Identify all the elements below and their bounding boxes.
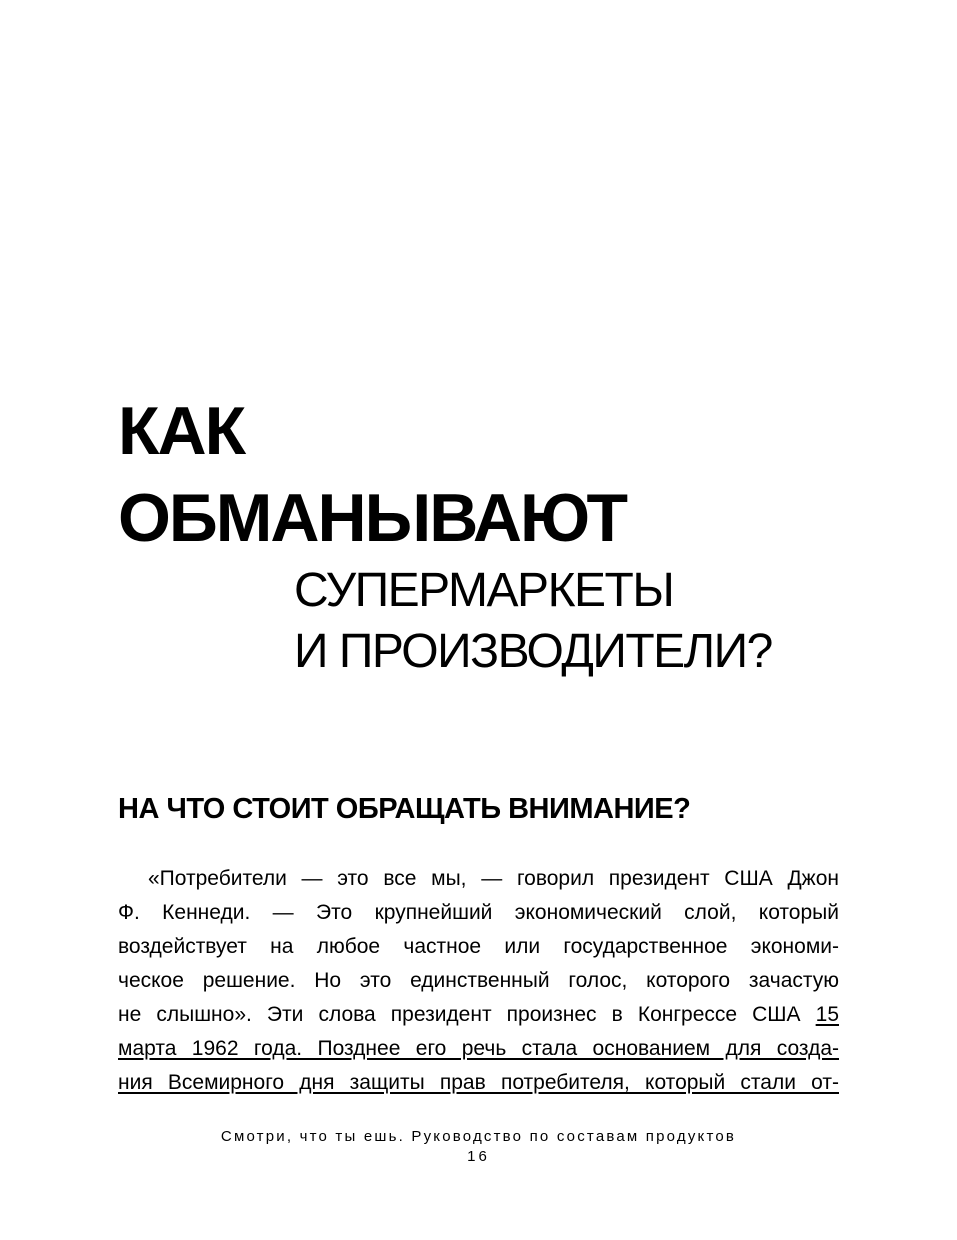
body-line-5-text: не слышно». Эти слова президент произнес в Конгрессе США: [118, 1003, 816, 1026]
body-line-3: воздействует на любое частное или государственное экономи-: [118, 935, 839, 958]
body-line-4: ческое решение. Но это единственный голос, которого зачастую: [118, 969, 839, 992]
body-line-2: Ф. Кеннеди. — Это крупнейший экономический слой, который: [118, 901, 839, 924]
body-line-7-link[interactable]: ния Всемирного дня защиты прав потребителя, который стали от-: [118, 1071, 839, 1094]
page-number: 16: [467, 1148, 490, 1165]
body-line-6-link[interactable]: марта 1962 года. Позднее его речь стала основанием для созда-: [118, 1037, 839, 1060]
footer-book-title: Смотри, что ты ешь. Руководство по составам продуктов: [220, 1128, 737, 1145]
chapter-subtitle-line-1: СУПЕРМАРКЕТЫ: [294, 564, 674, 617]
date-link-start[interactable]: 15: [815, 1003, 839, 1026]
body-line-5: [118, 998, 839, 1032]
chapter-title-line-1: КАК: [118, 393, 245, 469]
chapter-title-line-2: ОБМАНЫВАЮТ: [118, 480, 626, 556]
section-heading: НА ЧТО СТОИТ ОБРАЩАТЬ ВНИМАНИЕ?: [118, 793, 691, 825]
body-line-1: «Потребители — это все мы, — говорил президент США Джон: [148, 867, 839, 890]
body-paragraph: [118, 862, 839, 1100]
chapter-subtitle-line-2: И ПРОИЗВОДИТЕЛИ?: [294, 625, 772, 678]
